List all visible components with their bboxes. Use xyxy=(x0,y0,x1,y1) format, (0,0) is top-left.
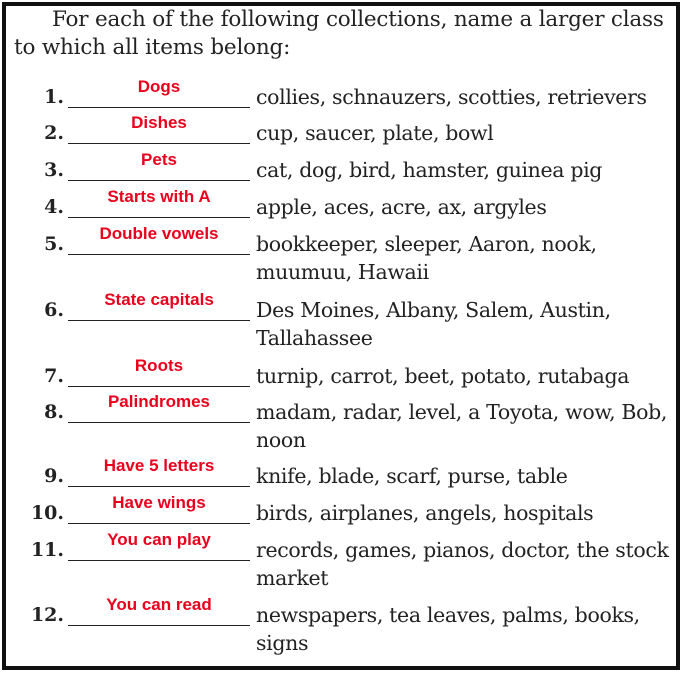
item-number: 5. xyxy=(44,233,64,255)
item-number: 6. xyxy=(44,299,64,321)
item-number: 11. xyxy=(30,539,64,561)
item-number: 4. xyxy=(44,196,64,218)
answer-blank[interactable] xyxy=(68,77,250,108)
worksheet-frame xyxy=(2,2,680,670)
answer-blank[interactable] xyxy=(68,224,250,255)
item-number: 2. xyxy=(44,122,64,144)
collection-text: birds, airplanes, angels, hospitals xyxy=(256,501,594,525)
answer-text: Have wings xyxy=(112,493,206,512)
answer-blank[interactable] xyxy=(68,493,250,524)
answer-text: You can play xyxy=(107,530,211,549)
answer-text: State capitals xyxy=(104,290,214,309)
answer-text: Double vowels xyxy=(99,224,219,243)
answer-blank[interactable] xyxy=(68,356,250,387)
answer-text: You can read xyxy=(106,595,212,614)
item-number: 7. xyxy=(44,365,64,387)
collection-text: cat, dog, bird, hamster, guinea pig xyxy=(256,158,603,182)
answer-text: Have 5 letters xyxy=(103,456,215,475)
collection-text: bookkeeper, sleeper, Aaron, nook, muumuu, Hawaii xyxy=(256,232,597,284)
collection-text: collies, schnauzers, scotties, retrievers xyxy=(256,85,647,109)
collection-text: newspapers, tea leaves, palms, books, signs xyxy=(256,603,640,655)
answer-blank[interactable] xyxy=(68,290,250,321)
answer-blank[interactable] xyxy=(68,392,250,423)
answer-text: Dogs xyxy=(137,77,181,96)
answer-text: Roots xyxy=(134,356,184,375)
answer-text: Dishes xyxy=(131,113,187,132)
collection-text: turnip, carrot, beet, potato, rutabaga xyxy=(256,364,630,388)
collection-text: Des Moines, Albany, Salem, Austin, Tallahassee xyxy=(256,298,611,350)
answer-blank[interactable] xyxy=(68,595,250,626)
answer-blank[interactable] xyxy=(68,456,250,487)
answer-blank[interactable] xyxy=(68,150,250,181)
collection-text: cup, saucer, plate, bowl xyxy=(256,121,494,145)
item-number: 9. xyxy=(44,465,64,487)
item-number: 12. xyxy=(30,604,64,626)
item-number: 3. xyxy=(44,159,64,181)
answer-text: Starts with A xyxy=(107,187,211,206)
instructions-text: For each of the following collections, name a larger class to which all items belong: xyxy=(14,7,664,60)
answer-blank[interactable] xyxy=(68,187,250,218)
collection-text: madam, radar, level, a Toyota, wow, Bob, noon xyxy=(256,400,668,452)
answer-blank[interactable] xyxy=(68,530,250,561)
answer-text: Pets xyxy=(141,150,177,169)
collection-text: records, games, pianos, doctor, the stock market xyxy=(256,538,669,590)
collection-text: apple, aces, acre, ax, argyles xyxy=(256,195,547,219)
answer-blank[interactable] xyxy=(68,113,250,144)
item-number: 1. xyxy=(44,86,64,108)
collection-text: knife, blade, scarf, purse, table xyxy=(256,464,568,488)
answer-text: Palindromes xyxy=(107,392,211,411)
item-number: 8. xyxy=(44,401,64,423)
item-number: 10. xyxy=(30,502,64,524)
